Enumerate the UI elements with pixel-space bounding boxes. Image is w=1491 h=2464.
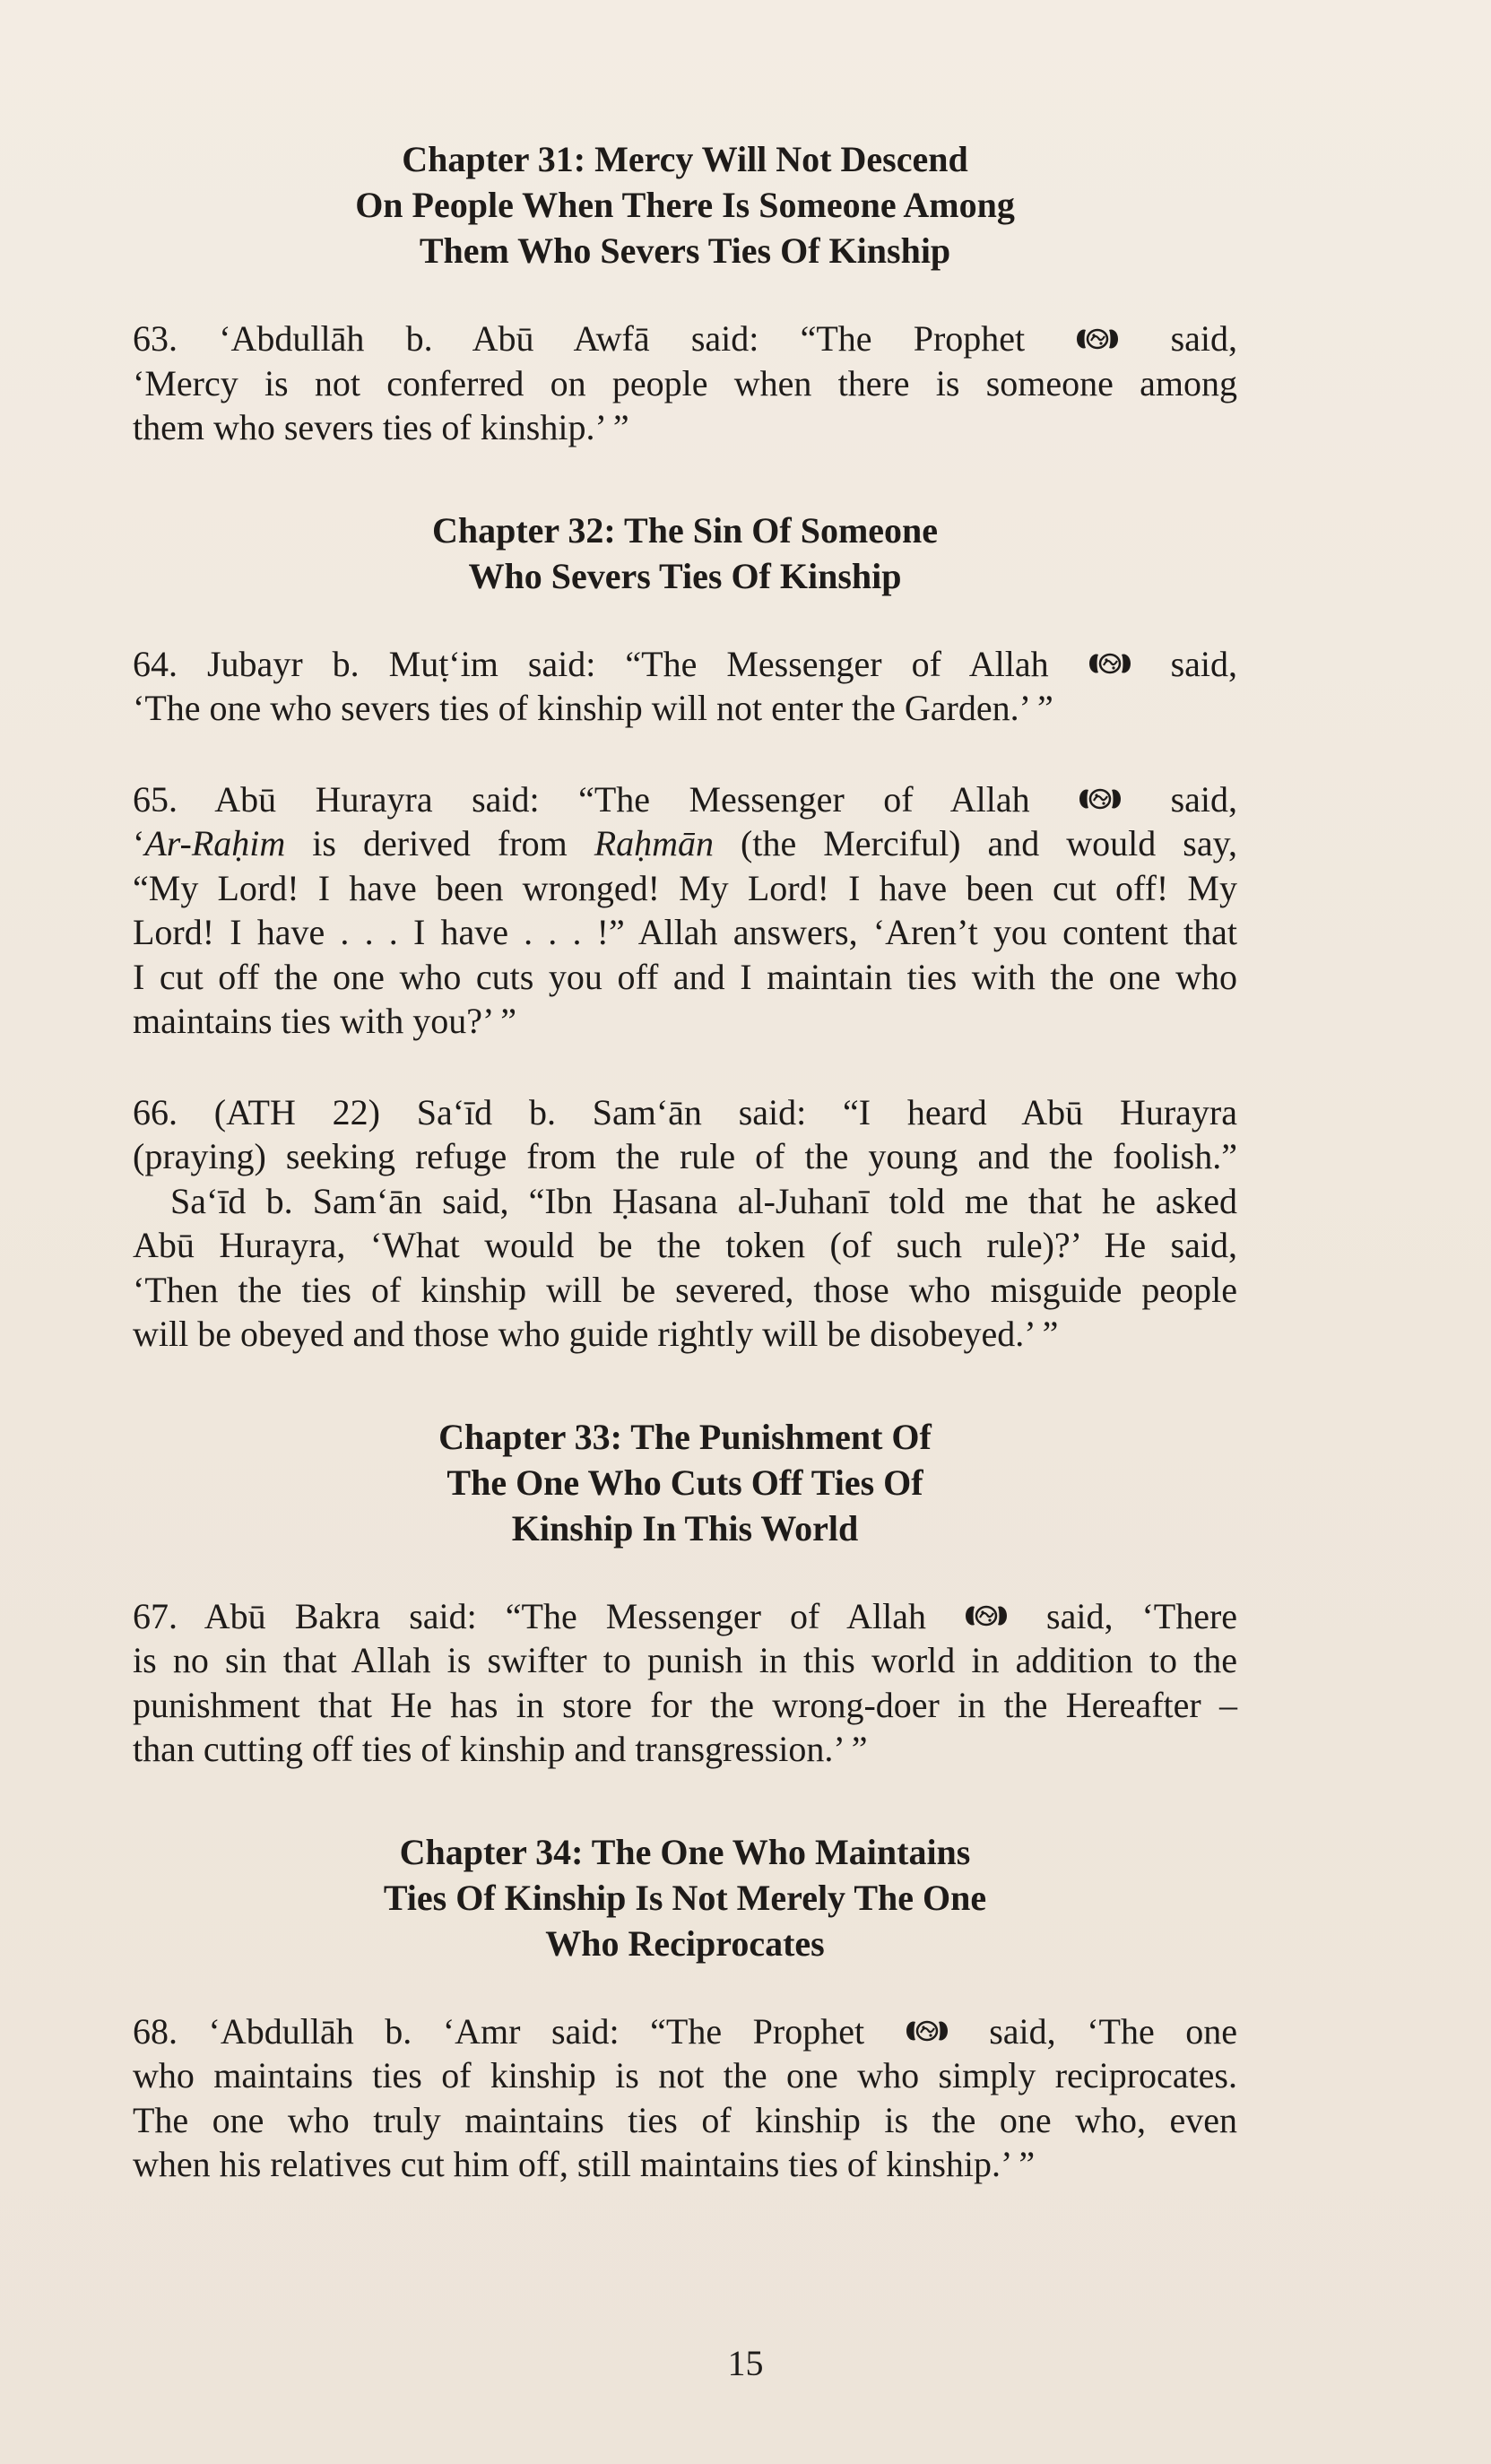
hadith-line: punishment that He has in store for the wrong-doer in the Hereafter – (133, 1684, 1237, 1725)
hadith-line: ‘The one who severs ties of kinship will not enter the Garden.’ ” (133, 688, 1053, 728)
heading-line: Chapter 31: Mercy Will Not Descend (402, 139, 968, 179)
chapter-heading-33 (133, 1414, 1237, 1551)
hadith-line: (praying) seeking refuge from the rule of the young and the foolish.” (133, 1136, 1237, 1176)
hadith-line: ‘Ar-Raḥim is derived from Raḥmān (the Merciful) and would say, (133, 823, 1238, 863)
hadith-line: 68. ‘Abdullāh b. ‘Amr said: “The Prophet said, ‘The one (133, 2010, 1238, 2052)
salutation-seal-icon (901, 2017, 953, 2045)
page-number: 15 (727, 2343, 764, 2383)
text-column (133, 136, 1237, 2187)
chapter-heading-34 (133, 1829, 1237, 1966)
heading-line: Them Who Severs Ties Of Kinship (419, 230, 951, 271)
salutation-seal-icon (960, 1601, 1012, 1630)
heading-line: Who Severs Ties Of Kinship (468, 555, 902, 596)
heading-line: Ties Of Kinship Is Not Merely The One (383, 1877, 987, 1918)
heading-line: The One Who Cuts Off Ties Of (446, 1462, 923, 1503)
hadith-63 (133, 317, 1237, 450)
hadith-line: 66. (ATH 22) Sa‘īd b. Sam‘ān said: “I heard Abū Hurayra (133, 1091, 1237, 1132)
hadith-line: is no sin that Allah is swifter to punish in this world in addition to the (133, 1640, 1237, 1680)
hadith-line: 64. Jubayr b. Muṭ‘im said: “The Messenger of Allah said, (133, 643, 1238, 684)
heading-line: On People When There Is Someone Among (355, 185, 1015, 225)
salutation-seal-icon (1074, 785, 1126, 813)
heading-line: Chapter 34: The One Who Maintains (399, 1831, 971, 1872)
hadith-65 (133, 777, 1237, 1044)
hadith-line: ‘Then the ties of kinship will be severed, those who misguide people (133, 1269, 1237, 1310)
hadith-line: them who severs ties of kinship.’ ” (133, 407, 629, 447)
hadith-line: 65. Abū Hurayra said: “The Messenger of Allah said, (133, 778, 1238, 820)
heading-line: Chapter 33: The Punishment Of (438, 1416, 932, 1457)
salutation-seal-icon (1084, 649, 1136, 678)
hadith-line: I cut off the one who cuts you off and I maintain ties with the one who (133, 956, 1237, 997)
hadith-line: when his relatives cut him off, still maintains ties of kinship.’ ” (133, 2144, 1036, 2184)
heading-line: Chapter 32: The Sin Of Someone (431, 509, 939, 551)
hadith-line: Abū Hurayra, ‘What would be the token (of such rule)?’ He said, (133, 1225, 1237, 1265)
hadith-line: will be obeyed and those who guide rightly will be disobeyed.’ ” (133, 1314, 1059, 1354)
chapter-heading-32 (133, 508, 1237, 599)
hadith-68 (133, 2009, 1237, 2187)
hadith-66 (133, 1090, 1237, 1357)
heading-line: Kinship In This World (511, 1507, 859, 1549)
hadith-line: who maintains ties of kinship is not the one who simply reciprocates. (133, 2055, 1237, 2095)
hadith-line: Lord! I have . . . I have . . . !” Allah answers, ‘Aren’t you content that (133, 912, 1237, 952)
salutation-seal-icon (1071, 325, 1123, 353)
hadith-line: 67. Abū Bakra said: “The Messenger of Allah said, ‘There (133, 1595, 1238, 1636)
hadith-line: “My Lord! I have been wronged! My Lord! I have been cut off! My (133, 867, 1237, 908)
chapter-heading-31 (133, 136, 1237, 273)
hadith-line: The one who truly maintains ties of kinship is the one who, even (133, 2099, 1237, 2140)
hadith-line: Sa‘īd b. Sam‘ān said, “Ibn Ḥasana al-Juhanī told me that he asked (170, 1180, 1237, 1221)
hadith-67 (133, 1594, 1237, 1772)
hadith-64 (133, 642, 1237, 731)
hadith-line: than cutting off ties of kinship and transgression.’ ” (133, 1729, 868, 1769)
hadith-line: ‘Mercy is not conferred on people when there is someone among (133, 362, 1237, 403)
hadith-line: maintains ties with you?’ ” (133, 1001, 517, 1041)
hadith-line: 63. ‘Abdullāh b. Abū Awfā said: “The Prophet said, (133, 318, 1237, 359)
heading-line: Who Reciprocates (545, 1922, 825, 1964)
